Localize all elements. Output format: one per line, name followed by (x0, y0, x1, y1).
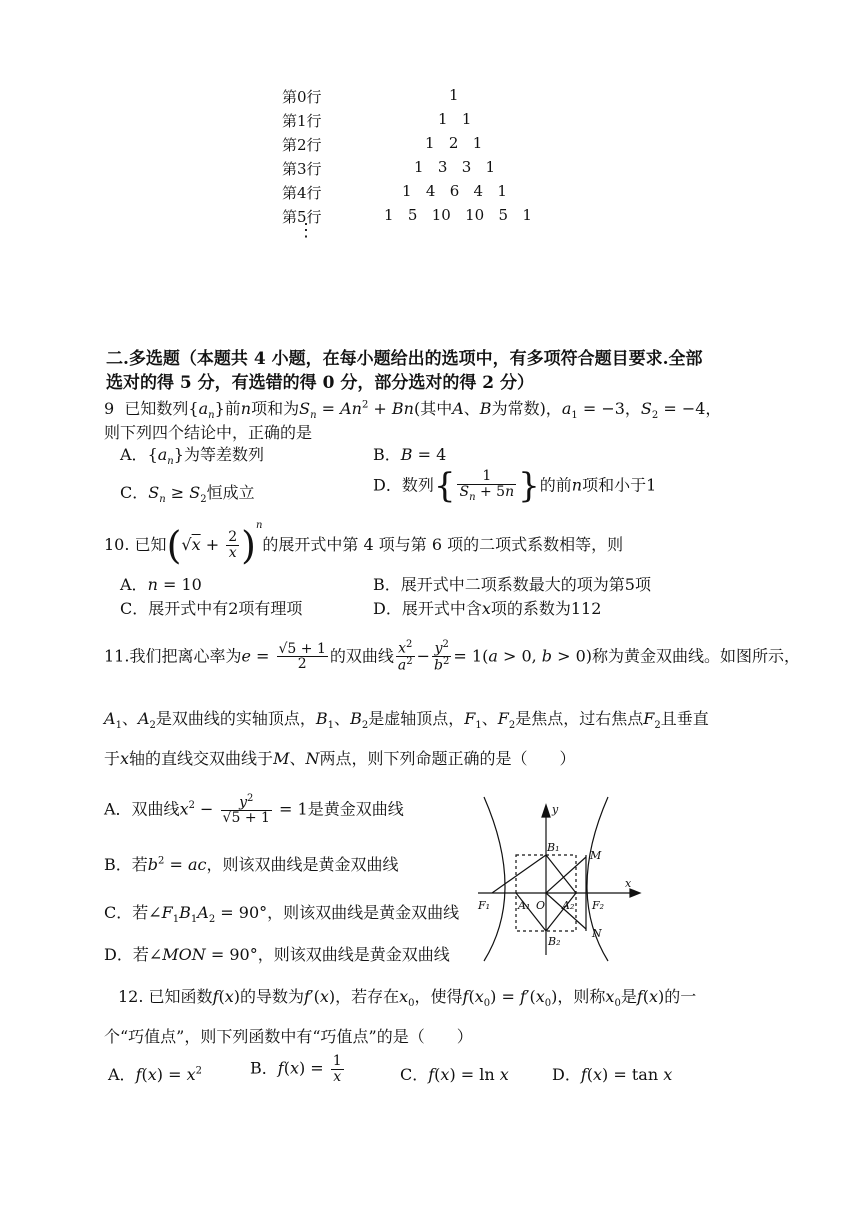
q9-option-c-letter: C． (120, 483, 149, 502)
q12-option-a-letter: A． (108, 1065, 136, 1084)
q11-line2-d: 且垂直 (660, 709, 709, 728)
q11-stem-line3: 于x轴的直线交双曲线于M、N两点，则下列命题正确的是（ ） (104, 749, 576, 768)
q12-stem-a: 已知函数 (148, 987, 213, 1006)
q11-line3-b: 轴的直线交双曲线于 (129, 749, 274, 768)
q9-option-a-letter: A． (120, 445, 148, 464)
q12-stem-line2: 个“巧值点”，则下列函数中有“巧值点”的是（ ） (104, 1027, 473, 1046)
label-x: x (625, 877, 632, 890)
label-y: y (552, 803, 559, 816)
label-b1: B₁ (547, 841, 560, 854)
q10-stem: 10. 已知(√x + $\frac{2}{x}$ )$^n$的展开式中第 4 项与第 6 项的二项式系数相等，则 (104, 520, 624, 568)
triangle-dots: ⋮ (297, 220, 315, 241)
q9-number: 9 (104, 399, 115, 418)
q10-option-d-text: 项的系数为112 (490, 599, 602, 618)
q9-option-c-text: 恒成立 (206, 483, 255, 502)
row-label-5: 第5行 (282, 208, 322, 226)
q11-stem-a: 我们把离心率为 (129, 646, 242, 666)
q11-line2-a: 是双曲线的实轴顶点， (155, 709, 316, 728)
label-a1: A₁ (518, 899, 531, 912)
q11-option-d-letter: D．若 (104, 945, 149, 964)
label-f1: F₁ (478, 899, 491, 912)
q11-line2-c: 是焦点，过右焦点 (515, 709, 644, 728)
q12-number: 12. (118, 987, 144, 1006)
q9-option-d[interactable]: D．数列{ $\frac{1}{S_n + 5n}$ }的前n项和小于1 (373, 466, 657, 506)
q10-number: 10. (104, 535, 130, 554)
q12-option-d[interactable]: D．f(x) = tan x (552, 1065, 673, 1084)
section-title-line2: 选对的得 5 分，有选错的得 0 分，部分选对的得 2 分） (106, 373, 534, 393)
q9-option-d-text2: 项和小于1 (582, 475, 657, 495)
row-label-2: 第2行 (282, 136, 322, 154)
q12-option-b[interactable]: B．f(x) = $\frac{1}{x}$ (250, 1053, 342, 1085)
q9-stem: 9 已知数列$\{a_n\}$前n项和为$S_n = An^2 + Bn$(其中A、B为常数)，$a_1 = -3$，$S_2 = -4$， (104, 399, 722, 422)
q10-option-d-letter: D．展开式中含 (373, 599, 482, 618)
label-a2: A₂ (562, 899, 575, 912)
label-f2: F₂ (592, 899, 605, 912)
q12-option-d-letter: D． (552, 1065, 581, 1084)
q9-option-c[interactable]: C．$S_n \ge S_2$恒成立 (120, 483, 255, 506)
q10-stem-b: 的展开式中第 4 项与第 6 项的二项式系数相等，则 (262, 535, 624, 554)
q11-stem: 11.我们把离心率为e = $\frac{√5 + 1}{2}$ 的双曲线 $\frac{x^2}{a^2}$ − $\frac{y^2}{b^2}$ = 1(a > 0, b > 0)称为黄金双曲线。如图所示， (104, 639, 801, 674)
section-title: 二.多选题（本题共 4 小题，在每小题给出的选项中，有多项符合题目要求.全部 (106, 349, 703, 369)
q9-option-a-text: 为等差数列 (183, 445, 264, 464)
hyperbola-left-branch (484, 797, 505, 961)
row-label-0: 第0行 (282, 88, 322, 106)
q11-option-b-letter: B．若 (104, 855, 148, 874)
q9-stem-c: 项和为 (251, 399, 300, 418)
triangle-row-0: 1 (449, 86, 459, 104)
q11-stem-line2: $A_1$、$A_2$是双曲线的实轴顶点，$B_1$、$B_2$是虚轴顶点，$F_1$、$F_2$是焦点，过右焦点$F_2$且垂直 (104, 709, 709, 732)
q11-option-c-text: ，则该双曲线是黄金双曲线 (267, 903, 460, 922)
q9-option-a[interactable]: A．$\{a_n\}$为等差数列 (120, 445, 264, 468)
triangle-row-1: 1 1 (438, 110, 472, 128)
q9-option-b-letter: B． (373, 445, 401, 464)
triangle-row-4: 1 4 6 4 1 (402, 182, 507, 200)
q11-option-a-text: 是黄金双曲线 (307, 799, 404, 819)
triangle-row-5: 1 5 10 10 5 1 (384, 206, 532, 224)
line-b1-a2 (546, 855, 576, 893)
hyperbola-figure (470, 795, 645, 965)
q11-option-a[interactable]: A．双曲线$x^2$ − $\frac{y^2}{√5 + 1}$ = 1是黄金双曲线 (104, 793, 404, 827)
q10-stem-a: 已知 (134, 535, 167, 554)
q11-stem-c: 称为黄金双曲线。如图所示， (592, 646, 801, 666)
q10-option-a[interactable]: A．n = 10 (120, 575, 202, 594)
q9-option-d-text: 的前 (539, 475, 572, 495)
line-f1-b1 (492, 855, 546, 893)
q11-option-b-text: ，则该双曲线是黄金双曲线 (206, 855, 399, 874)
q9-option-d-letter: D．数列 (373, 475, 434, 495)
x-axis-arrow (630, 889, 640, 897)
label-m: M (590, 849, 602, 862)
q12-stem: 12. 已知函数f(x)的导数为f′(x)，若存在$x_0$，使得$f(x_0) = f'(x_0)$，则称$x_0$是f(x)的一 (118, 987, 697, 1010)
row-label-4: 第4行 (282, 184, 322, 202)
label-o: O (536, 899, 546, 912)
q9-stem-e: 为常数)， (491, 399, 562, 418)
triangle-row-2: 1 2 1 (425, 134, 483, 152)
q12-stem-c: ，若存在 (335, 987, 400, 1006)
label-n: N (592, 927, 602, 940)
q11-option-d-text: ，则该双曲线是黄金双曲线 (257, 945, 450, 964)
q11-option-c[interactable]: C．若$\angle F_1B_1A_2 = 90^\circ$，则该双曲线是黄金双曲线 (104, 903, 460, 926)
q10-option-a-letter: A． (120, 575, 148, 594)
q12-option-a[interactable]: A．$f(x) = x^2$ (108, 1065, 202, 1084)
q11-line3-a: 于 (104, 749, 121, 768)
q10-option-d[interactable]: D．展开式中含x项的系数为112 (373, 599, 602, 618)
q11-option-c-letter: C．若 (104, 903, 149, 922)
label-b2: B₂ (548, 935, 561, 948)
q9-stem-a: 已知数列 (124, 399, 189, 418)
q9-stem-d: (其中 (413, 399, 453, 418)
q12-option-b-letter: B． (250, 1058, 278, 1078)
q11-option-a-letter: A．双曲线 (104, 799, 180, 819)
q11-option-d[interactable]: D．若∠MON = 90°，则该双曲线是黄金双曲线 (104, 945, 450, 964)
q12-stem-e: ，则称 (557, 987, 606, 1006)
q12-stem-d: ，使得 (414, 987, 463, 1006)
q9-option-b[interactable]: B．B = 4 (373, 445, 447, 464)
q12-stem-f: 是 (620, 987, 637, 1006)
q12-stem-g: 的一 (664, 987, 697, 1006)
q11-stem-b: 的双曲线 (329, 646, 394, 666)
q9-stem-b: 前 (224, 399, 241, 418)
q12-option-c-letter: C． (400, 1065, 429, 1084)
q9-stem-line2: 则下列四个结论中，正确的是 (104, 423, 313, 442)
triangle-row-3: 1 3 3 1 (414, 158, 496, 176)
q10-option-c[interactable]: C．展开式中有2项有理项 (120, 599, 303, 618)
q10-option-b[interactable]: B．展开式中二项系数最大的项为第5项 (373, 575, 651, 594)
q11-number: 11. (104, 646, 130, 666)
q11-line2-b: 是虚轴顶点， (368, 709, 465, 728)
y-axis-arrow (542, 805, 550, 817)
q11-line3-c: 两点，则下列命题正确的是（ ） (319, 749, 576, 768)
q12-option-c[interactable]: C．f(x) = ln x (400, 1065, 509, 1084)
q11-option-b[interactable]: B．若$b^2$ = ac，则该双曲线是黄金双曲线 (104, 855, 399, 874)
q12-stem-b: 的导数为 (240, 987, 305, 1006)
row-label-1: 第1行 (282, 112, 322, 130)
row-label-3: 第3行 (282, 160, 322, 178)
